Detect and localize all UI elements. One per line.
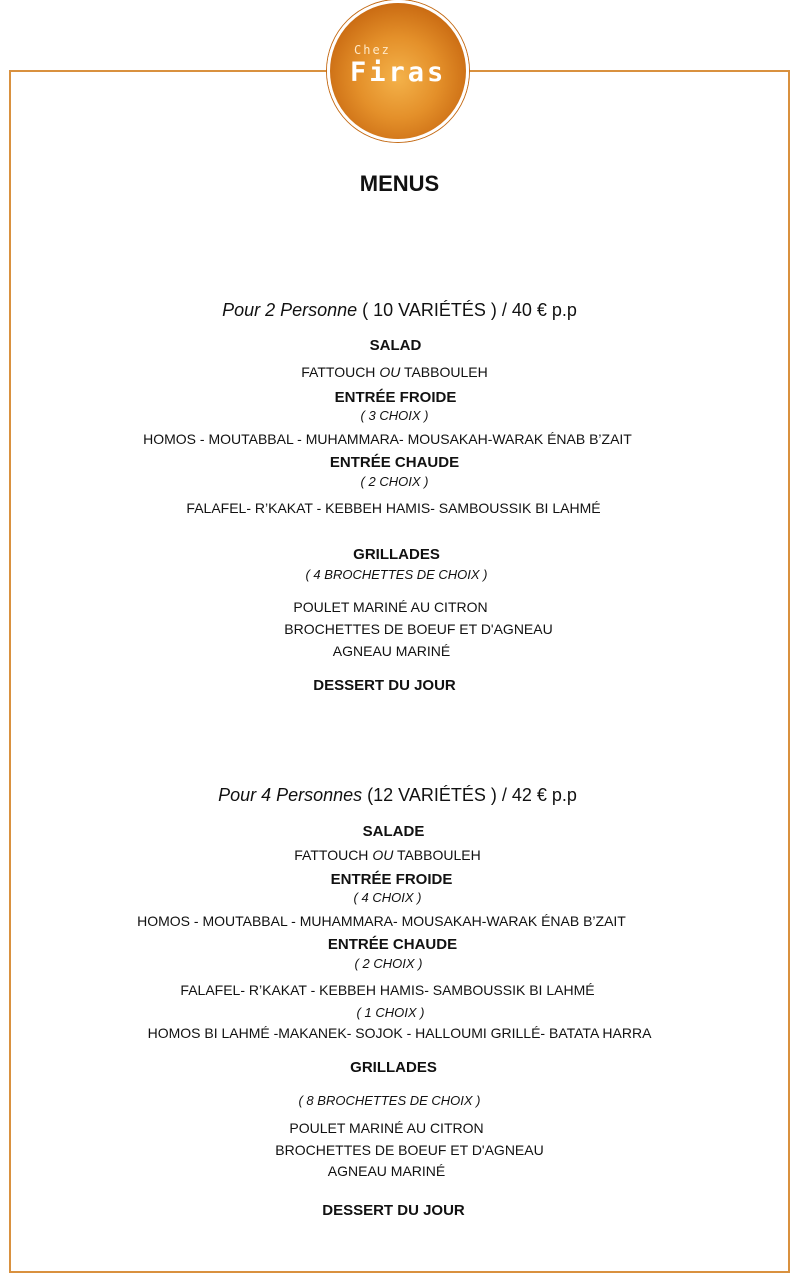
menu2-chaude-items: FALAFEL- R’KAKAT - KEBBEH HAMIS- SAMBOUSSIK BI LAHMÉ	[180, 982, 595, 998]
menu1-salad-b: TABBOULEH	[400, 364, 488, 380]
menu2-grill-item-3: AGNEAU MARINÉ	[327, 1163, 446, 1179]
menu1-salad-ou: OU	[379, 364, 401, 380]
menu1-salad-a: FATTOUCH	[301, 364, 380, 380]
menu2-grill-item-1: POULET MARINÉ AU CITRON	[289, 1120, 484, 1136]
menu1-chaude-choix: ( 2 CHOIX )	[360, 474, 429, 489]
logo-chez-text: Chez	[354, 43, 391, 57]
menu2-grillades-choix: ( 8 BROCHETTES DE CHOIX )	[298, 1093, 481, 1108]
menu2-salad-ou: OU	[372, 847, 394, 863]
menu2-froide-title: ENTRÉE FROIDE	[330, 871, 453, 888]
menu1-heading	[0, 299, 799, 321]
menu1-salad-title: SALAD	[369, 337, 422, 354]
menu1-salad-items	[0, 363, 794, 381]
menu1-grillades-choix: ( 4 BROCHETTES DE CHOIX )	[305, 567, 488, 582]
menu2-chaude-title: ENTRÉE CHAUDE	[327, 936, 458, 953]
menu2-heading	[0, 784, 797, 806]
menu2-salad-items	[0, 846, 787, 864]
menu1-heading-italic: Pour 2 Personne	[222, 300, 358, 320]
logo-firas-text: Firas	[350, 57, 447, 88]
menu1-chaude-items: FALAFEL- R’KAKAT - KEBBEH HAMIS- SAMBOUSSIK BI LAHMÉ	[186, 500, 601, 516]
page-title: MENUS	[359, 171, 440, 196]
menu2-chaude-choix: ( 2 CHOIX )	[354, 956, 423, 971]
menu2-grill-item-2: BROCHETTES DE BOEUF ET D'AGNEAU	[275, 1142, 544, 1158]
menu1-froide-items: HOMOS - MOUTABBAL - MUHAMMARA- MOUSAKAH-WARAK ÉNAB B’ZAIT	[143, 431, 632, 447]
menu1-grillades-title: GRILLADES	[353, 546, 440, 563]
menu1-dessert: DESSERT DU JOUR	[313, 677, 456, 694]
menu2-salad-a: FATTOUCH	[294, 847, 373, 863]
menu2-salad-title: SALADE	[362, 823, 425, 840]
menu1-froide-choix: ( 3 CHOIX )	[360, 408, 429, 423]
menu2-grillades-title: GRILLADES	[350, 1059, 437, 1076]
menu2-heading-italic: Pour 4 Personnes	[218, 785, 363, 805]
menu2-froide-choix: ( 4 CHOIX )	[353, 890, 422, 905]
menu1-chaude-title: ENTRÉE CHAUDE	[329, 454, 460, 471]
menu2-extra-items: HOMOS BI LAHMÉ -MAKANEK- SOJOK - HALLOUMI GRILLÉ- BATATA HARRA	[147, 1025, 652, 1041]
menu1-heading-rest: ( 10 VARIÉTÉS ) / 40 € p.p	[357, 300, 577, 320]
menu2-dessert: DESSERT DU JOUR	[322, 1202, 465, 1219]
menu1-grill-item-2: BROCHETTES DE BOEUF ET D'AGNEAU	[284, 621, 553, 637]
menu2-salad-b: TABBOULEH	[393, 847, 481, 863]
menu2-extra-choix: ( 1 CHOIX )	[356, 1005, 425, 1020]
menu1-froide-title: ENTRÉE FROIDE	[334, 389, 457, 406]
menu2-froide-items: HOMOS - MOUTABBAL - MUHAMMARA- MOUSAKAH-WARAK ÉNAB B’ZAIT	[137, 913, 626, 929]
menu1-grill-item-3: AGNEAU MARINÉ	[332, 643, 451, 659]
menu1-grill-item-1: POULET MARINÉ AU CITRON	[293, 599, 488, 615]
restaurant-logo	[327, 0, 469, 142]
menu2-heading-rest: (12 VARIÉTÉS ) / 42 € p.p	[362, 785, 577, 805]
